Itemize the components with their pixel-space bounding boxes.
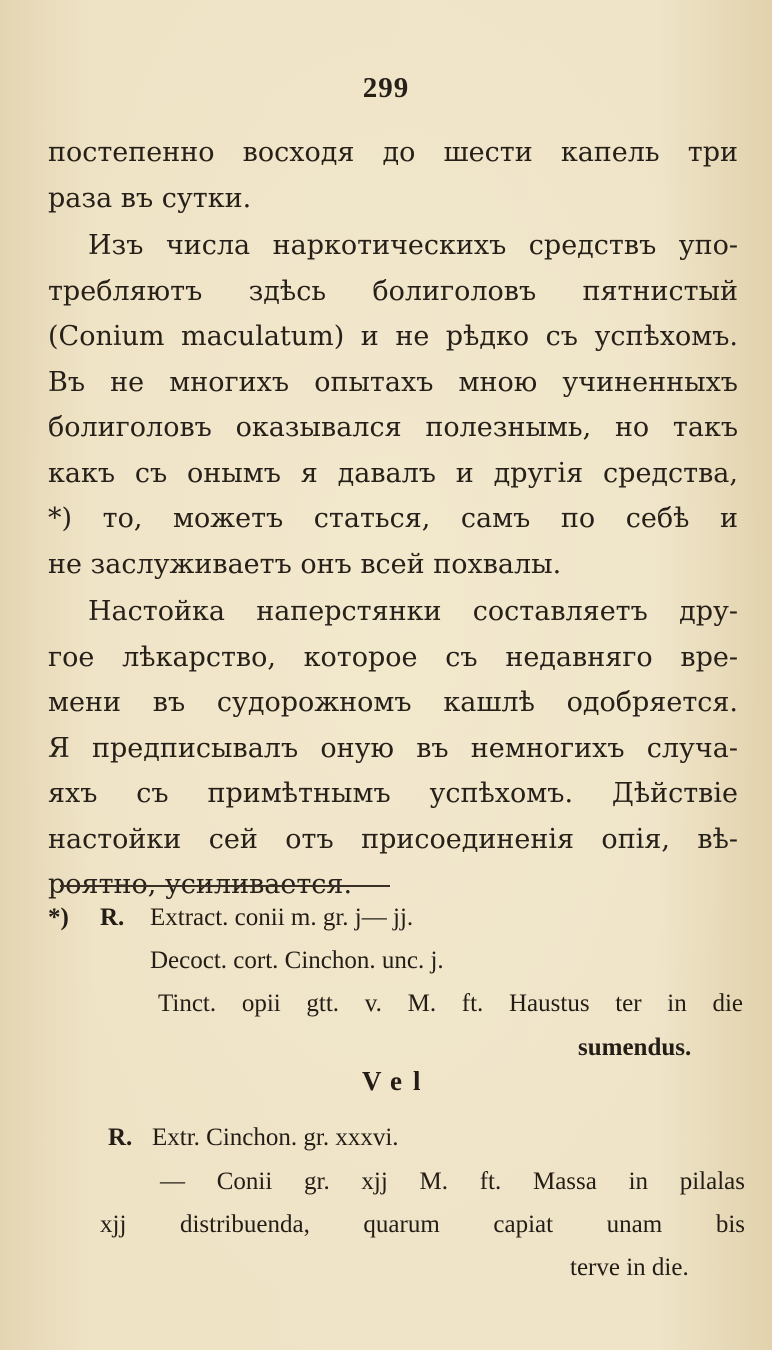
footnote-line: xjj distribuenda, quarum capiat unam bis bbox=[100, 1211, 745, 1238]
main-text bbox=[48, 130, 738, 910]
text-line: болиголовъ оказывался полезнымь, но такъ bbox=[48, 412, 738, 443]
text-line: *) то, можетъ статься, самъ по себѣ и bbox=[48, 503, 738, 534]
text-line: настойки сей отъ присоединенія опія, вѣ- bbox=[48, 823, 738, 855]
recipe-mark: R. bbox=[100, 904, 125, 931]
vel-separator: Vel bbox=[362, 1066, 432, 1096]
text-line: Изъ числа наркотическихъ средствъ упо- bbox=[88, 230, 738, 261]
paragraph-2 bbox=[48, 223, 738, 587]
text-line: не заслуживаетъ онъ всей похвалы. bbox=[48, 548, 562, 580]
text-line: роятно, усиливается. bbox=[48, 869, 353, 900]
footnote-line: Tinct. opii gtt. v. M. ft. Haustus ter in die bbox=[158, 990, 743, 1017]
footnote-line: terve in die. bbox=[570, 1254, 689, 1281]
footnote-rule bbox=[60, 885, 390, 887]
footnote-line: Extr. Cinchon. gr. xxxvi. bbox=[152, 1124, 399, 1151]
text-line: мени въ судорожномъ кашлѣ одобряется. bbox=[48, 687, 738, 718]
footnote-line: sumendus. bbox=[578, 1034, 692, 1061]
recipe-mark: R. bbox=[108, 1124, 133, 1151]
text-line: постепенно восходя до шести капель три bbox=[48, 137, 738, 168]
text-line: Я предписывалъ оную въ немногихъ случа- bbox=[48, 732, 738, 764]
text-line: гое лѣкарство, которое съ недавняго вре- bbox=[48, 641, 738, 673]
footnote-line: Extract. conii m. gr. j— jj. bbox=[150, 904, 414, 931]
text-line: какъ съ онымъ я давалъ и другія средства, bbox=[48, 457, 738, 489]
text-line: (Conium maculatum) и не рѣдко съ успѣхомъ. bbox=[48, 321, 738, 352]
paragraph-1 bbox=[48, 130, 738, 221]
text-line: требляютъ здѣсь болиголовъ пятнистый bbox=[48, 275, 738, 307]
paragraph-3 bbox=[48, 589, 738, 908]
page-number: 299 bbox=[362, 72, 410, 104]
text-line: Въ не многихъ опытахъ мною учиненныхъ bbox=[48, 366, 738, 398]
text-line: раза въ сутки. bbox=[48, 182, 252, 214]
footnote-line: Decoct. cort. Cinchon. unc. j. bbox=[150, 947, 444, 974]
footnote-line: — Conii gr. xjj M. ft. Massa in pilalas bbox=[160, 1168, 745, 1195]
text-line: Настойка наперстянки составляетъ дру- bbox=[88, 596, 738, 627]
text-line: яхъ съ примѣтнымъ успѣхомъ. Дѣйствіе bbox=[48, 778, 738, 809]
footnote-marker: *) bbox=[48, 904, 69, 931]
